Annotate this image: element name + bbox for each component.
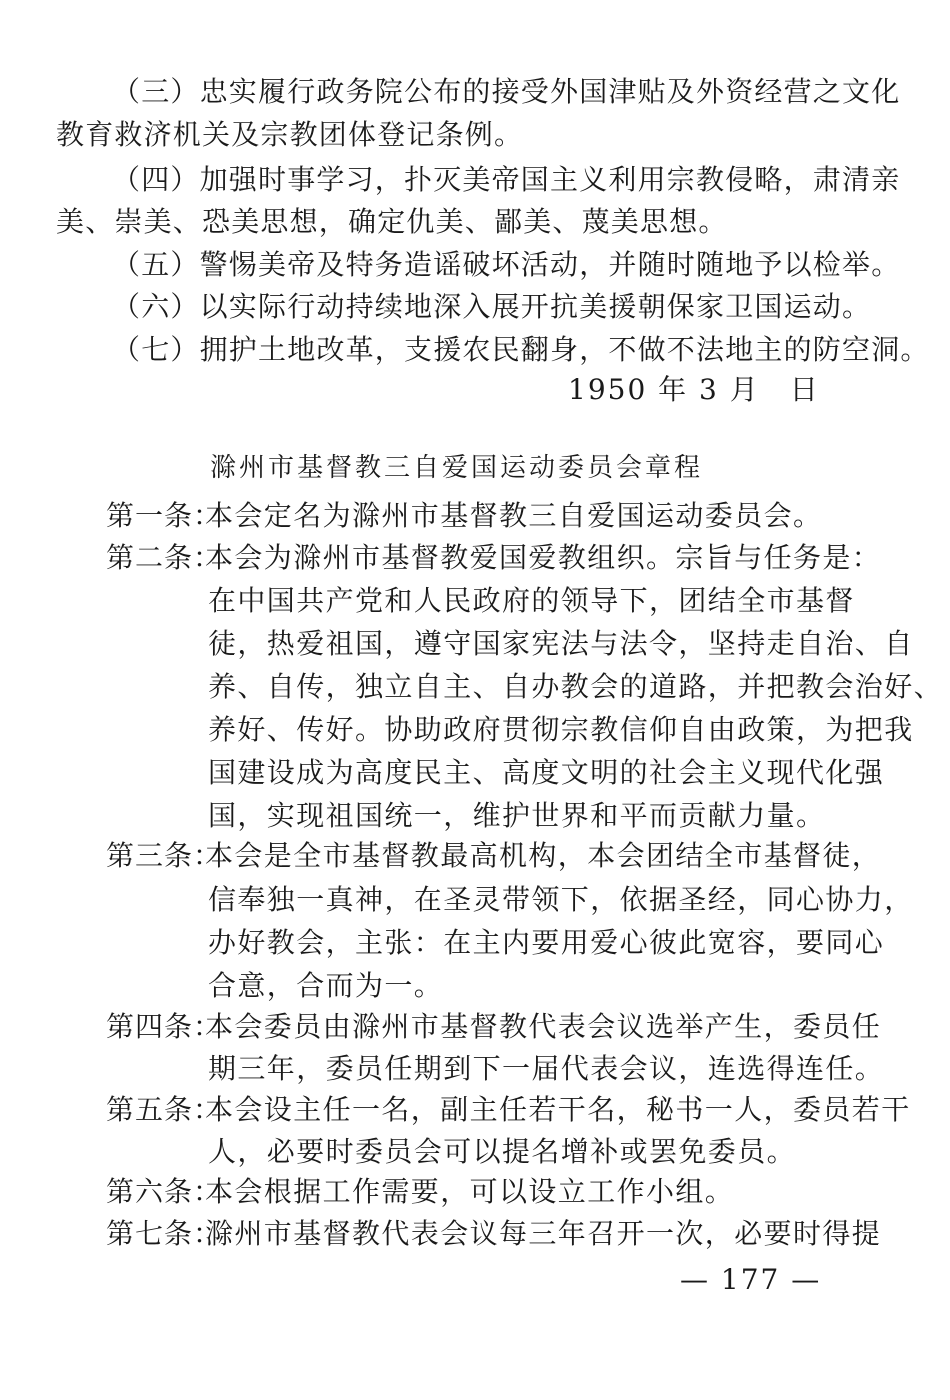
article-2-line-2: 在中国共产党和人民政府的领导下，团结全市基督 bbox=[208, 584, 855, 617]
article-3-line-1: 本会是全市基督教最高机构，本会团结全市基督徒， bbox=[205, 839, 882, 872]
article-7-text: 滁州市基督教代表会议每三年召开一次，必要时得提 bbox=[205, 1217, 882, 1250]
article-2-line-3: 徒，热爱祖国，遵守国家宪法与法令，坚持走自治、自 bbox=[208, 627, 914, 660]
article-1-text: 本会定名为滁州市基督教三自爱国运动委员会。 bbox=[205, 499, 823, 532]
article-3-line-2: 信奉独一真神，在圣灵带领下，依据圣经，同心协力， bbox=[208, 883, 914, 916]
document-date: 1950 年 3 月 日 bbox=[568, 373, 820, 406]
article-2-line-7: 国，实现祖国统一，维护世界和平而贡献力量。 bbox=[208, 799, 826, 832]
article-1-label: 第一条： bbox=[106, 499, 223, 532]
item-five-line: （五）警惕美帝及特务造谣破坏活动，并随时随地予以检举。 bbox=[112, 248, 901, 281]
article-2-line-6: 国建设成为高度民主、高度文明的社会主义现代化强 bbox=[208, 756, 885, 789]
page-number: — 177 — bbox=[680, 1263, 822, 1296]
item-four-line-2: 美、崇美、恐美思想，确定仇美、鄙美、蔑美思想。 bbox=[56, 205, 728, 238]
article-6-text: 本会根据工作需要，可以设立工作小组。 bbox=[205, 1175, 735, 1208]
article-4-label: 第四条： bbox=[106, 1010, 223, 1043]
charter-title: 滁州市基督教三自爱国运动委员会章程 bbox=[210, 453, 704, 483]
article-6-label: 第六条： bbox=[106, 1175, 223, 1208]
article-4-line-2: 期三年，委员任期到下一届代表会议，连选得连任。 bbox=[208, 1052, 885, 1085]
article-4-line-1: 本会委员由滁州市基督教代表会议选举产生，委员任 bbox=[205, 1010, 882, 1043]
item-three-line-1: （三）忠实履行政务院公布的接受外国津贴及外资经营之文化 bbox=[112, 75, 901, 108]
article-3-line-3: 办好教会，主张：在主内要用爱心彼此宽容，要同心 bbox=[208, 926, 885, 959]
item-four-line-1: （四）加强时事学习，扑灭美帝国主义利用宗教侵略，肃清亲 bbox=[112, 163, 901, 196]
article-2-line-4: 养、自传，独立自主、自办教会的道路，并把教会治好、 bbox=[208, 670, 944, 703]
article-7-label: 第七条： bbox=[106, 1217, 223, 1250]
item-seven-line: （七）拥护土地改革，支援农民翻身，不做不法地主的防空洞。 bbox=[112, 333, 930, 366]
article-3-label: 第三条： bbox=[106, 839, 223, 872]
article-3-line-4: 合意，合而为一。 bbox=[208, 969, 444, 1002]
article-5-label: 第五条： bbox=[106, 1093, 223, 1126]
article-2-label: 第二条： bbox=[106, 541, 223, 574]
article-5-line-2: 人，必要时委员会可以提名增补或罢免委员。 bbox=[208, 1135, 797, 1168]
article-5-line-1: 本会设主任一名，副主任若干名，秘书一人，委员若干 bbox=[205, 1093, 911, 1126]
article-2-line-1: 本会为滁州市基督教爱国爱教组织。宗旨与任务是： bbox=[205, 541, 882, 574]
item-six-line: （六）以实际行动持续地深入展开抗美援朝保家卫国运动。 bbox=[112, 290, 872, 323]
item-three-line-2: 教育救济机关及宗教团体登记条例。 bbox=[56, 118, 524, 151]
article-2-line-5: 养好、传好。协助政府贯彻宗教信仰自由政策，为把我 bbox=[208, 713, 914, 746]
